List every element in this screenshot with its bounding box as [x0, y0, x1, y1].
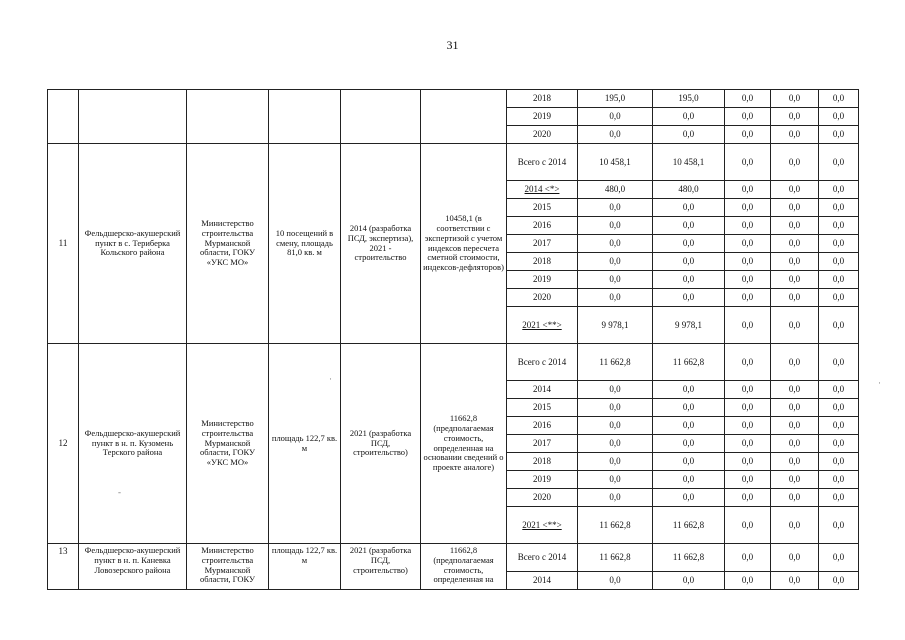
amount-cell: 0,0 — [653, 381, 725, 399]
amount-cell: 0,0 — [771, 471, 819, 489]
amount-cell: 0,0 — [725, 271, 771, 289]
amount-cell: 9 978,1 — [578, 307, 653, 344]
name-cell — [79, 90, 187, 144]
capacity-cell — [269, 90, 341, 144]
amount-cell: 480,0 — [653, 181, 725, 199]
year-cell: Всего с 2014 — [507, 344, 578, 381]
amount-cell: 0,0 — [725, 399, 771, 417]
amount-cell: 0,0 — [819, 253, 859, 271]
scan-mark: ‑ — [118, 487, 121, 497]
amount-cell: 0,0 — [725, 108, 771, 126]
amount-cell: 0,0 — [653, 126, 725, 144]
scan-mark: · — [329, 374, 332, 384]
amount-cell: 0,0 — [725, 126, 771, 144]
amount-cell: 11 662,8 — [653, 544, 725, 572]
amount-cell: 0,0 — [819, 126, 859, 144]
amount-cell: 0,0 — [653, 399, 725, 417]
amount-cell: 11 662,8 — [653, 344, 725, 381]
amount-cell: 0,0 — [771, 307, 819, 344]
amount-cell: 0,0 — [653, 417, 725, 435]
amount-cell: 0,0 — [771, 235, 819, 253]
amount-cell: 0,0 — [725, 235, 771, 253]
amount-cell: 0,0 — [771, 344, 819, 381]
year-cell: 2020 — [507, 289, 578, 307]
customer-org: Министерство строительства Мурманской области, ГОКУ «УКС МО» — [187, 344, 269, 544]
year-cell: 2021 <**> — [507, 507, 578, 544]
amount-cell: 0,0 — [771, 90, 819, 108]
amount-cell: 0,0 — [578, 253, 653, 271]
year-cell: 2018 — [507, 453, 578, 471]
amount-cell: 0,0 — [771, 181, 819, 199]
amount-cell: 0,0 — [653, 199, 725, 217]
amount-cell: 0,0 — [578, 489, 653, 507]
amount-cell: 0,0 — [653, 489, 725, 507]
amount-cell: 9 978,1 — [653, 307, 725, 344]
amount-cell: 0,0 — [725, 489, 771, 507]
amount-cell: 0,0 — [653, 271, 725, 289]
amount-cell: 0,0 — [819, 181, 859, 199]
amount-cell: 0,0 — [578, 217, 653, 235]
year-cell: 2021 <**> — [507, 307, 578, 344]
amount-cell: 0,0 — [725, 344, 771, 381]
construction-period: 2021 (разработка ПСД, строительство) — [341, 344, 421, 544]
object-name: Фельдшерско-акушерский пункт в н. п. Каневка Ловозерского района — [79, 544, 187, 590]
amount-cell: 0,0 — [771, 289, 819, 307]
amount-cell: 0,0 — [771, 253, 819, 271]
year-cell: 2019 — [507, 271, 578, 289]
amount-cell: 0,0 — [771, 144, 819, 181]
amount-cell: 0,0 — [771, 381, 819, 399]
year-cell: 2019 — [507, 471, 578, 489]
amount-cell: 195,0 — [653, 90, 725, 108]
amount-cell: 0,0 — [819, 108, 859, 126]
row-number: 13 — [48, 544, 79, 590]
org-cell — [187, 90, 269, 144]
amount-cell: 0,0 — [653, 235, 725, 253]
amount-cell: 0,0 — [578, 381, 653, 399]
amount-cell: 0,0 — [771, 199, 819, 217]
amount-cell: 0,0 — [819, 572, 859, 590]
year-cell: 2017 — [507, 235, 578, 253]
amount-cell: 0,0 — [771, 271, 819, 289]
amount-cell: 0,0 — [819, 417, 859, 435]
year-cell: 2019 — [507, 108, 578, 126]
year-cell: 2016 — [507, 417, 578, 435]
amount-cell: 0,0 — [819, 507, 859, 544]
amount-cell: 0,0 — [819, 471, 859, 489]
amount-cell: 0,0 — [653, 453, 725, 471]
amount-cell: 0,0 — [819, 435, 859, 453]
amount-cell: 0,0 — [771, 453, 819, 471]
amount-cell: 0,0 — [725, 381, 771, 399]
estimated-cost: 10458,1 (в соответствии с экспертизой с учетом индексов пересчета сметной стоимости, индексов-дефляторов) — [421, 144, 507, 344]
amount-cell: 0,0 — [771, 544, 819, 572]
amount-cell: 0,0 — [771, 489, 819, 507]
amount-cell: 0,0 — [725, 435, 771, 453]
amount-cell: 0,0 — [819, 235, 859, 253]
year-cell: 2017 — [507, 435, 578, 453]
year-cell: 2018 — [507, 90, 578, 108]
amount-cell: 0,0 — [578, 471, 653, 489]
customer-org: Министерство строительства Мурманской области, ГОКУ — [187, 544, 269, 590]
year-cell: 2020 — [507, 489, 578, 507]
construction-period: 2014 (разработка ПСД, экспертиза), 2021 - строительство — [341, 144, 421, 344]
cost-cell — [421, 90, 507, 144]
financing-table — [47, 89, 859, 590]
year-cell: 2014 <*> — [507, 181, 578, 199]
amount-cell: 0,0 — [819, 144, 859, 181]
amount-cell: 11 662,8 — [578, 544, 653, 572]
amount-cell: 11 662,8 — [653, 507, 725, 544]
amount-cell: 0,0 — [725, 289, 771, 307]
estimated-cost: 11662,8 (предполагаемая стоимость, определенная на — [421, 544, 507, 590]
amount-cell: 0,0 — [819, 271, 859, 289]
year-cell: 2020 — [507, 126, 578, 144]
object-name: Фельдшерско-акушерский пункт в с. Териберка Кольского района — [79, 144, 187, 344]
amount-cell: 0,0 — [653, 253, 725, 271]
amount-cell: 480,0 — [578, 181, 653, 199]
year-cell: 2015 — [507, 399, 578, 417]
amount-cell: 0,0 — [819, 399, 859, 417]
amount-cell: 195,0 — [578, 90, 653, 108]
amount-cell: 0,0 — [725, 572, 771, 590]
estimated-cost: 11662,8 (предполагаемая стоимость, определенная на основании сведений о проекте аналоге) — [421, 344, 507, 544]
amount-cell: 0,0 — [725, 217, 771, 235]
amount-cell: 0,0 — [725, 471, 771, 489]
amount-cell: 0,0 — [771, 572, 819, 590]
amount-cell: 0,0 — [578, 572, 653, 590]
amount-cell: 0,0 — [653, 471, 725, 489]
year-cell: 2014 — [507, 381, 578, 399]
amount-cell: 0,0 — [725, 507, 771, 544]
amount-cell: 0,0 — [725, 417, 771, 435]
amount-cell: 0,0 — [653, 289, 725, 307]
amount-cell: 0,0 — [819, 381, 859, 399]
year-cell: 2015 — [507, 199, 578, 217]
amount-cell: 11 662,8 — [578, 507, 653, 544]
amount-cell: 0,0 — [819, 307, 859, 344]
amount-cell: 0,0 — [819, 544, 859, 572]
scan-mark: · — [878, 378, 881, 388]
year-cell: 2014 — [507, 572, 578, 590]
amount-cell: 0,0 — [771, 417, 819, 435]
amount-cell: 0,0 — [725, 90, 771, 108]
amount-cell: 0,0 — [725, 144, 771, 181]
num-cell — [48, 90, 79, 144]
row-number: 12 — [48, 344, 79, 544]
year-cell: Всего с 2014 — [507, 144, 578, 181]
capacity: 10 посещений в смену, площадь 81,0 кв. м — [269, 144, 341, 344]
amount-cell: 0,0 — [725, 253, 771, 271]
amount-cell: 0,0 — [819, 90, 859, 108]
amount-cell: 0,0 — [653, 108, 725, 126]
amount-cell: 0,0 — [578, 235, 653, 253]
row-number: 11 — [48, 144, 79, 344]
object-name: Фельдшерско-акушерский пункт в н. п. Кузомень Терского района — [79, 344, 187, 544]
period-cell — [341, 90, 421, 144]
table-row — [48, 90, 859, 108]
amount-cell: 0,0 — [578, 126, 653, 144]
table-row — [48, 344, 859, 381]
amount-cell: 0,0 — [578, 271, 653, 289]
capacity: площадь 122,7 кв. м — [269, 544, 341, 590]
amount-cell: 0,0 — [725, 181, 771, 199]
year-cell: 2018 — [507, 253, 578, 271]
amount-cell: 0,0 — [725, 307, 771, 344]
amount-cell: 0,0 — [819, 453, 859, 471]
amount-cell: 0,0 — [653, 572, 725, 590]
amount-cell: 0,0 — [578, 399, 653, 417]
amount-cell: 0,0 — [653, 217, 725, 235]
amount-cell: 0,0 — [578, 453, 653, 471]
year-cell: Всего с 2014 — [507, 544, 578, 572]
amount-cell: 10 458,1 — [578, 144, 653, 181]
amount-cell: 0,0 — [771, 435, 819, 453]
table-row — [48, 144, 859, 181]
amount-cell: 0,0 — [819, 489, 859, 507]
amount-cell: 0,0 — [819, 344, 859, 381]
amount-cell: 0,0 — [771, 108, 819, 126]
amount-cell: 11 662,8 — [578, 344, 653, 381]
amount-cell: 0,0 — [725, 453, 771, 471]
amount-cell: 10 458,1 — [653, 144, 725, 181]
amount-cell: 0,0 — [578, 199, 653, 217]
amount-cell: 0,0 — [819, 217, 859, 235]
customer-org: Министерство строительства Мурманской области, ГОКУ «УКС МО» — [187, 144, 269, 344]
amount-cell: 0,0 — [819, 289, 859, 307]
amount-cell: 0,0 — [771, 507, 819, 544]
year-cell: 2016 — [507, 217, 578, 235]
table-row — [48, 544, 859, 572]
amount-cell: 0,0 — [578, 289, 653, 307]
amount-cell: 0,0 — [771, 399, 819, 417]
amount-cell: 0,0 — [578, 108, 653, 126]
amount-cell: 0,0 — [725, 544, 771, 572]
capacity: площадь 122,7 кв. м — [269, 344, 341, 544]
amount-cell: 0,0 — [725, 199, 771, 217]
amount-cell: 0,0 — [653, 435, 725, 453]
construction-period: 2021 (разработка ПСД, строительство) — [341, 544, 421, 590]
amount-cell: 0,0 — [819, 199, 859, 217]
amount-cell: 0,0 — [771, 217, 819, 235]
amount-cell: 0,0 — [578, 435, 653, 453]
amount-cell: 0,0 — [771, 126, 819, 144]
page-number: 31 — [446, 38, 459, 52]
amount-cell: 0,0 — [578, 417, 653, 435]
